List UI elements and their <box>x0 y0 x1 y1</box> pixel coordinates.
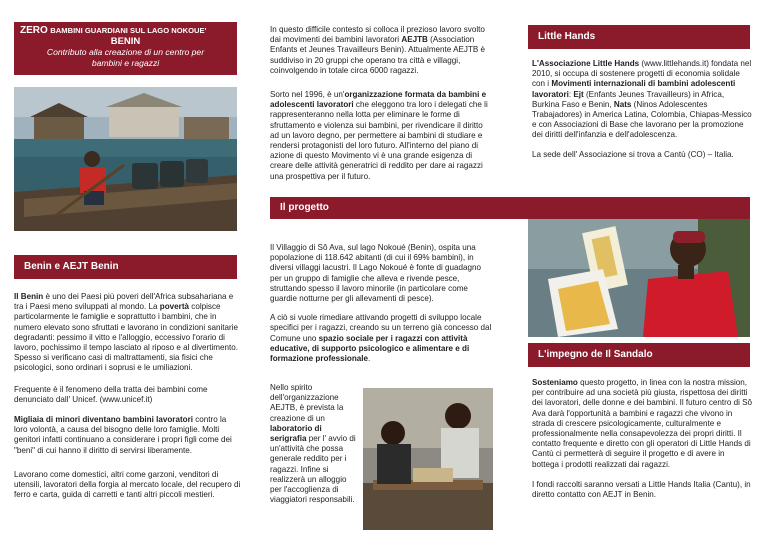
little-hands-seat: La sede dell' Associazione si trova a Cantù (CO) – Italia. <box>532 149 734 159</box>
title-line1: ZERO BAMBINI GUARDIANI SUL LAGO NOKOUE' <box>20 25 207 36</box>
aejtb-intro-paragraph: In questo difficile contesto si colloca il prezioso lavoro svolto dai movimenti dei bambini lavoratori AEJTB (Association Enfants et Jeunes Travailleurs Benin). Attualmente AEJTB è suddiviso in 20 gruppi che operano tra città e villaggi, coinvolgendo in totale circa 6000 ragazzi. <box>270 25 486 75</box>
screen-printing-photo <box>363 388 493 530</box>
woman-fabric-photo <box>528 219 750 337</box>
benin-header: Benin e AEJT Benin <box>14 255 237 279</box>
progetto-header: Il progetto <box>270 197 750 219</box>
so-ava-paragraph: Il Villaggio di Sô Ava, sul lago Nokoué (Benin), ospita una popolazione di 118.642 abitanti (di cui il 69% bambini), in diversi villaggi lacustri. Il Lago Nokoué è fonte di guadagno per un gruppo di famiglie che alleva e rivende pesce, struttando spesso il lavoro minorile (in particolare come guardie notturne per gli allevamenti di pesce). <box>270 243 482 304</box>
little-hands-paragraph: L'Associazione Little Hands (www.littlehands.it) fondata nel 2010, si occupa di sostenere progetti di economia solidale con i Movimenti internazionali di bambini adolescenti lavoratori: Ejt (Enfants Jeunes Travailleurs) in Africa, Burkina Faso e Benin, Nats (Ninos Adolescentes Trabajadores) in America Latina, Colombia, Chiapas-Messico e con Associazioni di Base che lavorano per la promozione dei diritti dell'infanzia e dell'adolescenza. <box>532 59 752 140</box>
aejtb-history-paragraph: Sorto nel 1996, è un'organizzazione formata da bambini e adolescenti lavoratori che eleggono tra loro i delegati che li rappresenteranno nella lotta per eliminare le forme di sfruttamento e violenza sui bambini, per rivendicare il diritto ad un lavoro degno, per permettere ai bambini di studiare e rendersi protagonisti del loro futuro. All'interno del piano di azione di questo Movimento vi è una grande esigenza di creare delle attività generatrici di reddito per dare ai ragazzi una prospettiva per il futuro. <box>270 90 488 181</box>
benin-workers-paragraph: Migliaia di minori diventano bambini lavoratori contro la loro volontà, a causa del bisogno delle loro famiglie. Molti genitori infatti continuano a considerare i propri figli come dei "beni" di cui hanno il diritto di servirsi liberamente. <box>14 415 232 455</box>
serigraphy-paragraph: Nello spirito dell'organizzazione AEJTB, è prevista la creazione di un laboratorio di serigrafia per l' avvio di un'attività che possa generale reddito per i ragazzi. Infine si realizzerà un alloggio per l'accoglienza di viaggiatori responsabili. <box>270 383 356 505</box>
col2-top-text <box>270 25 492 189</box>
little-hands-text <box>532 59 752 167</box>
impegno-header: L'impegno de Il Sandalo <box>528 343 750 367</box>
benin-trafficking-paragraph: Frequente è il fenomeno della tratta dei bambini come denunciato dall' Unicef. (www.unicef.it) <box>14 384 208 404</box>
title-line2: BENIN <box>110 36 141 47</box>
benin-jobs-paragraph: Lavorano come domestici, altri come garzoni, venditori di utensili, lavoratori della forgia al mercato locale, del recupero di ferro e carta, guida di carretti e tanti altri piccoli mestieri. <box>14 469 241 500</box>
project-aim-paragraph: A ciò si vuole rimediare attivando progetti di sviluppo locale specifici per i ragazzi, creando su un terreno già concesso dal Comune uno spazio sociale per i ragazzi con attività educative, di supporto psicologico e alimentare e di formazione professionale. <box>270 313 492 364</box>
benin-poverty-paragraph: Il Benin è uno dei Paesi più poveri dell'Africa subsahariana e tra i Paesi meno sviluppati al mondo. La povertà colpisce particolarmente le famiglie e soprattutto i bambini, che in numero elevato sono sfruttati e lavorano in condizioni sanitarie degradanti: pessimo il vitto e l'alloggio, eccessivo l'orario di lavoro, pochissimo il tempo lasciato al riposo e al divertimento. Spesso si verificano casi di maltrattamenti, sia fisici che psicologici, sono ordinari i soprusi e le umiliazioni. <box>14 292 239 373</box>
impegno-paragraph: Sosteniamo questo progetto, in linea con la nostra mission, per contribuire ad una società più giusta, rispettosa dei diritti dei lavoratori, delle donne e dei bambini. Il futuro centro di Sô Ava darà l'opportunità a bambini e ragazzi che vivono in strada di crescere psicologicamente, culturalmente e professionalmente nella consapevolezza dei propri diritti. Il contatto frequente e diretto con gli operatori di Little Hands di Cantù ci permetterà di seguire il progetto e di avere in bottega i prodotti realizzati dai ragazzi. <box>532 378 753 469</box>
impegno-funds-paragraph: I fondi raccolti saranno versati a Little Hands Italia (Cantu), in diretto contatto con AEJT in Benin. <box>532 479 751 500</box>
title-box <box>14 22 237 75</box>
col2-bottom-text <box>270 243 492 371</box>
impegno-text <box>532 378 752 507</box>
lake-village-photo <box>14 87 237 231</box>
little-hands-header: Little Hands <box>528 25 750 49</box>
title-subtitle: Contributo alla creazione di un centro per bambini e ragazzi <box>46 47 205 68</box>
serigraphy-text <box>270 383 358 512</box>
benin-text <box>14 292 242 507</box>
